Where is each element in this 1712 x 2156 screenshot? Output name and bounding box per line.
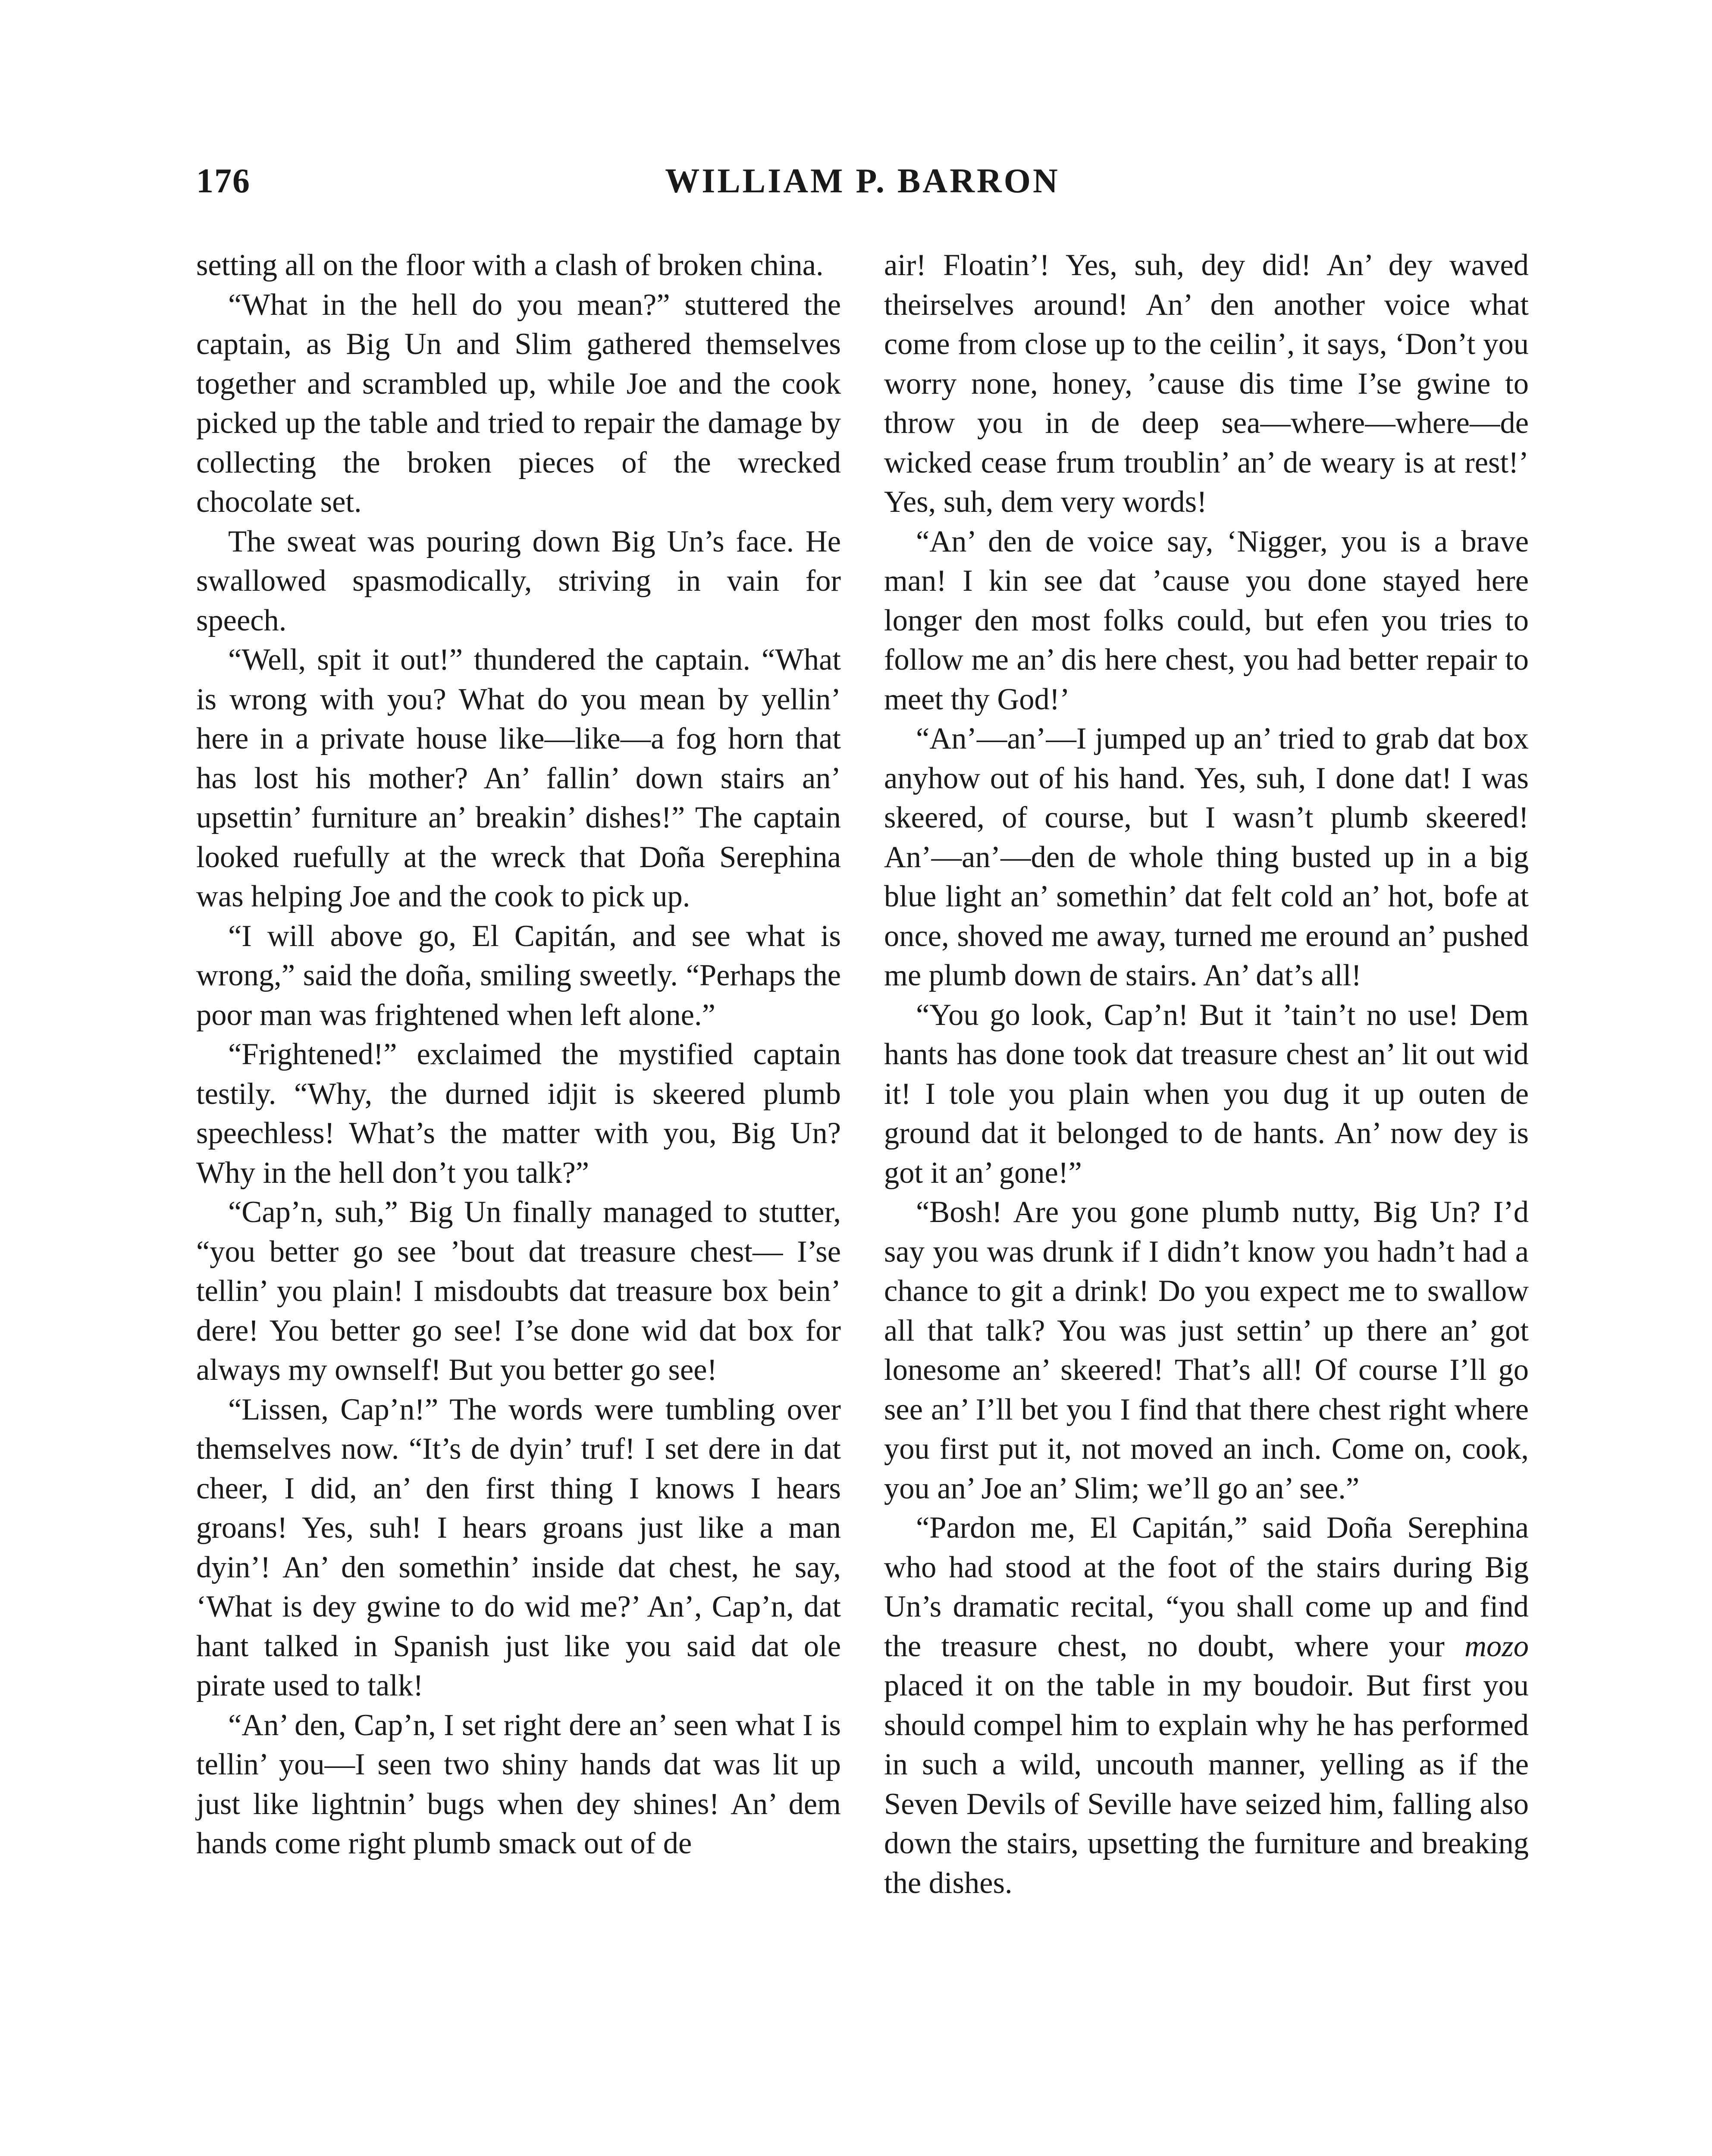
paragraph: “An’ den de voice say, ‘Nigger, you is a brave man! I kin see dat ’cause you done stayed here longer den most folks could, but efen you tries to follow me an’ dis here chest, you had better repair to meet thy God!’ (884, 524, 1529, 716)
paragraph: “Pardon me, El Capitán,” said Doña Serephina who had stood at the foot of the stairs during Big Un’s dramatic recital, “you shall come up and find the treasure chest, no doubt, where your mozo placed it on the table in my boudoir. But first you should compel him to explain why he has performed in such a wild, uncouth manner, yelling as if the Seven Devils of Seville have seized him, falling also down the stairs, upsetting the furniture and breaking the dishes. (884, 1511, 1529, 1900)
paragraph: “An’ den, Cap’n, I set right dere an’ seen what I is tellin’ you—I seen two shiny hands dat was lit up just like lightnin’ bugs when dey shines! An’ dem hands come right plumb smack out of de (196, 1708, 841, 1860)
paragraph: air! Floatin’! Yes, suh, dey did! An’ dey waved theirselves around! An’ den another voice what come from close up to the ceilin’, it says, ‘Don’t you worry none, honey, ’cause dis time I’se gwine to throw you in de deep sea—where—where—de wicked cease frum troublin’ an’ de weary is at rest!’ Yes, suh, dem very words! (884, 248, 1529, 519)
paragraph: “What in the hell do you mean?” stuttered the captain, as Big Un and Slim gathered themselves together and scrambled up, while Joe and the cook picked up the table and tried to repair the damage by collecting the broken pieces of the wrecked chocolate set. (196, 288, 841, 519)
paragraph: “Frightened!” exclaimed the mystified captain testily. “Why, the durned idjit is skeered plumb speechless! What’s the matter with you, Big Un? Why in the hell don’t you talk?” (196, 1037, 841, 1190)
page-header (196, 160, 1529, 207)
page-number: 176 (196, 162, 251, 200)
left-column (196, 246, 841, 1864)
paragraph: “I will above go, El Capitán, and see what is wrong,” said the doña, smiling sweetly. “Perhaps the poor man was frightened when left alone.” (196, 919, 841, 1032)
paragraph: “Bosh! Are you gone plumb nutty, Big Un? I’d say you was drunk if I didn’t know you hadn’t had a chance to git a drink! Do you expect me to swallow all that talk? You was just settin’ up there an’ got lonesome an’ skeered! That’s all! Of course I’ll go see an’ I’ll bet you I find that there chest right where you first put it, not moved an inch. Come on, cook, you an’ Joe an’ Slim; we’ll go an’ see.” (884, 1195, 1529, 1505)
right-column (884, 246, 1529, 1903)
paragraph: “Cap’n, suh,” Big Un finally managed to stutter, “you better go see ’bout dat treasure chest— I’se tellin’ you plain! I misdoubts dat treasure box bein’ dere! You better go see! I’se done wid dat box for always my ownself! But you better go see! (196, 1195, 841, 1387)
paragraph: setting all on the floor with a clash of broken china. (196, 248, 824, 282)
running-head: WILLIAM P. BARRON (665, 162, 1060, 200)
paragraph: “Well, spit it out!” thundered the captain. “What is wrong with you? What do you mean by yellin’ here in a private house like—like—a fog horn that has lost his mother? An’ fallin’ down stairs an’ upsettin’ furniture an’ breakin’ dishes!” The captain looked ruefully at the wreck that Doña Serephina was helping Joe and the cook to pick up. (196, 643, 841, 913)
paragraph: “You go look, Cap’n! But it ’tain’t no use! Dem hants has done took dat treasure chest an’ lit out wid it! I tole you plain when you dug it up outen de ground dat it belonged to de hants. An’ now dey is got it an’ gone!” (884, 998, 1529, 1190)
paragraph: The sweat was pouring down Big Un’s face. He swallowed spasmodically, striving in vain for speech. (196, 524, 841, 637)
paragraph: “Lissen, Cap’n!” The words were tumbling over themselves now. “It’s de dyin’ truf! I set dere in dat cheer, I did, an’ den first thing I knows I hears groans! Yes, suh! I hears groans just like a man dyin’! An’ den somethin’ inside dat chest, he say, ‘What is dey gwine to do wid me?’ An’, Cap’n, dat hant talked in Spanish just like you said dat ole pirate used to talk! (196, 1392, 841, 1702)
paragraph: “An’—an’—I jumped up an’ tried to grab dat box anyhow out of his hand. Yes, suh, I done dat! I was skeered, of course, but I wasn’t plumb skeered! An’—an’—den de whole thing busted up in a big blue light an’ somethin’ dat felt cold an’ hot, bofe at once, shoved me away, turned me eround an’ pushed me plumb down de stairs. An’ dat’s all! (884, 722, 1529, 992)
italic-word: mozo (1464, 1629, 1529, 1663)
